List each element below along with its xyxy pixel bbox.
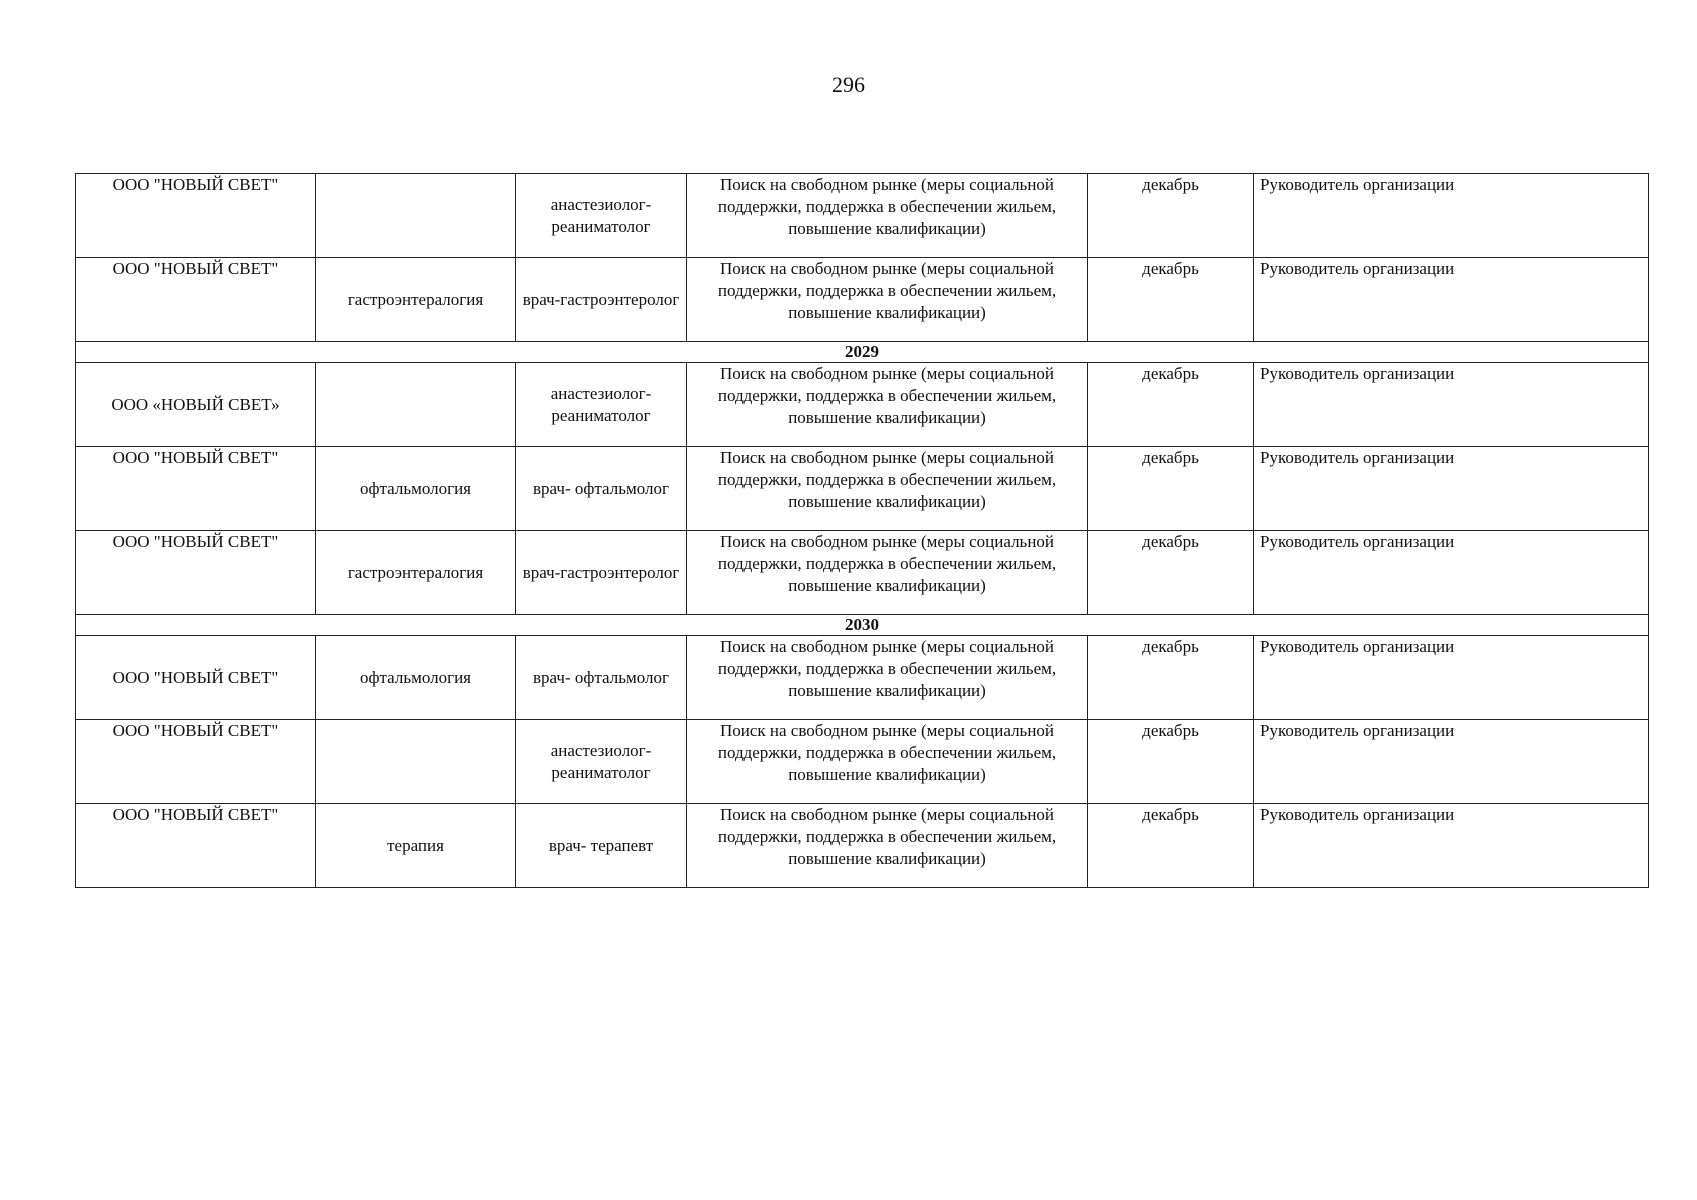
term-cell: декабрь [1088, 447, 1254, 531]
term-cell: декабрь [1088, 174, 1254, 258]
table-body [76, 174, 1649, 888]
org-cell: ООО «НОВЫЙ СВЕТ» [76, 363, 316, 447]
year-header-row [76, 342, 1649, 363]
table-row [76, 804, 1649, 888]
year-heading: 2030 [76, 615, 1649, 636]
org-cell: ООО "НОВЫЙ СВЕТ" [76, 636, 316, 720]
specialist-cell: врач- терапевт [516, 804, 687, 888]
staffing-plan-table [75, 173, 1649, 888]
table-row [76, 447, 1649, 531]
direction-cell [316, 174, 516, 258]
direction-cell: офтальмология [316, 447, 516, 531]
responsible-cell: Руководитель организации [1254, 804, 1649, 888]
measures-cell: Поиск на свободном рынке (меры социальной поддержки, поддержка в обеспечении жильем, повышение квалификации) [687, 636, 1088, 720]
direction-cell: терапия [316, 804, 516, 888]
year-heading: 2029 [76, 342, 1649, 363]
measures-cell: Поиск на свободном рынке (меры социальной поддержки, поддержка в обеспечении жильем, повышение квалификации) [687, 174, 1088, 258]
specialist-cell: врач-гастроэнтеролог [516, 531, 687, 615]
measures-cell: Поиск на свободном рынке (меры социальной поддержки, поддержка в обеспечении жильем, повышение квалификации) [687, 720, 1088, 804]
specialist-cell: анастезиолог-реаниматолог [516, 363, 687, 447]
term-cell: декабрь [1088, 636, 1254, 720]
table-row [76, 531, 1649, 615]
term-cell: декабрь [1088, 720, 1254, 804]
direction-cell [316, 363, 516, 447]
table-row [76, 720, 1649, 804]
org-cell: ООО "НОВЫЙ СВЕТ" [76, 447, 316, 531]
table-row [76, 258, 1649, 342]
table-row [76, 174, 1649, 258]
direction-cell: гастроэнтералогия [316, 531, 516, 615]
responsible-cell: Руководитель организации [1254, 447, 1649, 531]
specialist-cell: врач-гастроэнтеролог [516, 258, 687, 342]
direction-cell [316, 720, 516, 804]
responsible-cell: Руководитель организации [1254, 720, 1649, 804]
year-header-row [76, 615, 1649, 636]
measures-cell: Поиск на свободном рынке (меры социальной поддержки, поддержка в обеспечении жильем, повышение квалификации) [687, 258, 1088, 342]
specialist-cell: анастезиолог-реаниматолог [516, 720, 687, 804]
responsible-cell: Руководитель организации [1254, 363, 1649, 447]
responsible-cell: Руководитель организации [1254, 636, 1649, 720]
direction-cell: гастроэнтералогия [316, 258, 516, 342]
responsible-cell: Руководитель организации [1254, 174, 1649, 258]
org-cell: ООО "НОВЫЙ СВЕТ" [76, 720, 316, 804]
term-cell: декабрь [1088, 258, 1254, 342]
org-cell: ООО "НОВЫЙ СВЕТ" [76, 531, 316, 615]
specialist-cell: врач- офтальмолог [516, 447, 687, 531]
term-cell: декабрь [1088, 804, 1254, 888]
term-cell: декабрь [1088, 531, 1254, 615]
specialist-cell: врач- офтальмолог [516, 636, 687, 720]
direction-cell: офтальмология [316, 636, 516, 720]
measures-cell: Поиск на свободном рынке (меры социальной поддержки, поддержка в обеспечении жильем, повышение квалификации) [687, 447, 1088, 531]
measures-cell: Поиск на свободном рынке (меры социальной поддержки, поддержка в обеспечении жильем, повышение квалификации) [687, 804, 1088, 888]
table-row [76, 363, 1649, 447]
measures-cell: Поиск на свободном рынке (меры социальной поддержки, поддержка в обеспечении жильем, повышение квалификации) [687, 531, 1088, 615]
term-cell: декабрь [1088, 363, 1254, 447]
org-cell: ООО "НОВЫЙ СВЕТ" [76, 174, 316, 258]
specialist-cell: анастезиолог-реаниматолог [516, 174, 687, 258]
page-number: 296 [832, 72, 865, 97]
table-row [76, 636, 1649, 720]
org-cell: ООО "НОВЫЙ СВЕТ" [76, 258, 316, 342]
responsible-cell: Руководитель организации [1254, 531, 1649, 615]
responsible-cell: Руководитель организации [1254, 258, 1649, 342]
org-cell: ООО "НОВЫЙ СВЕТ" [76, 804, 316, 888]
measures-cell: Поиск на свободном рынке (меры социальной поддержки, поддержка в обеспечении жильем, повышение квалификации) [687, 363, 1088, 447]
